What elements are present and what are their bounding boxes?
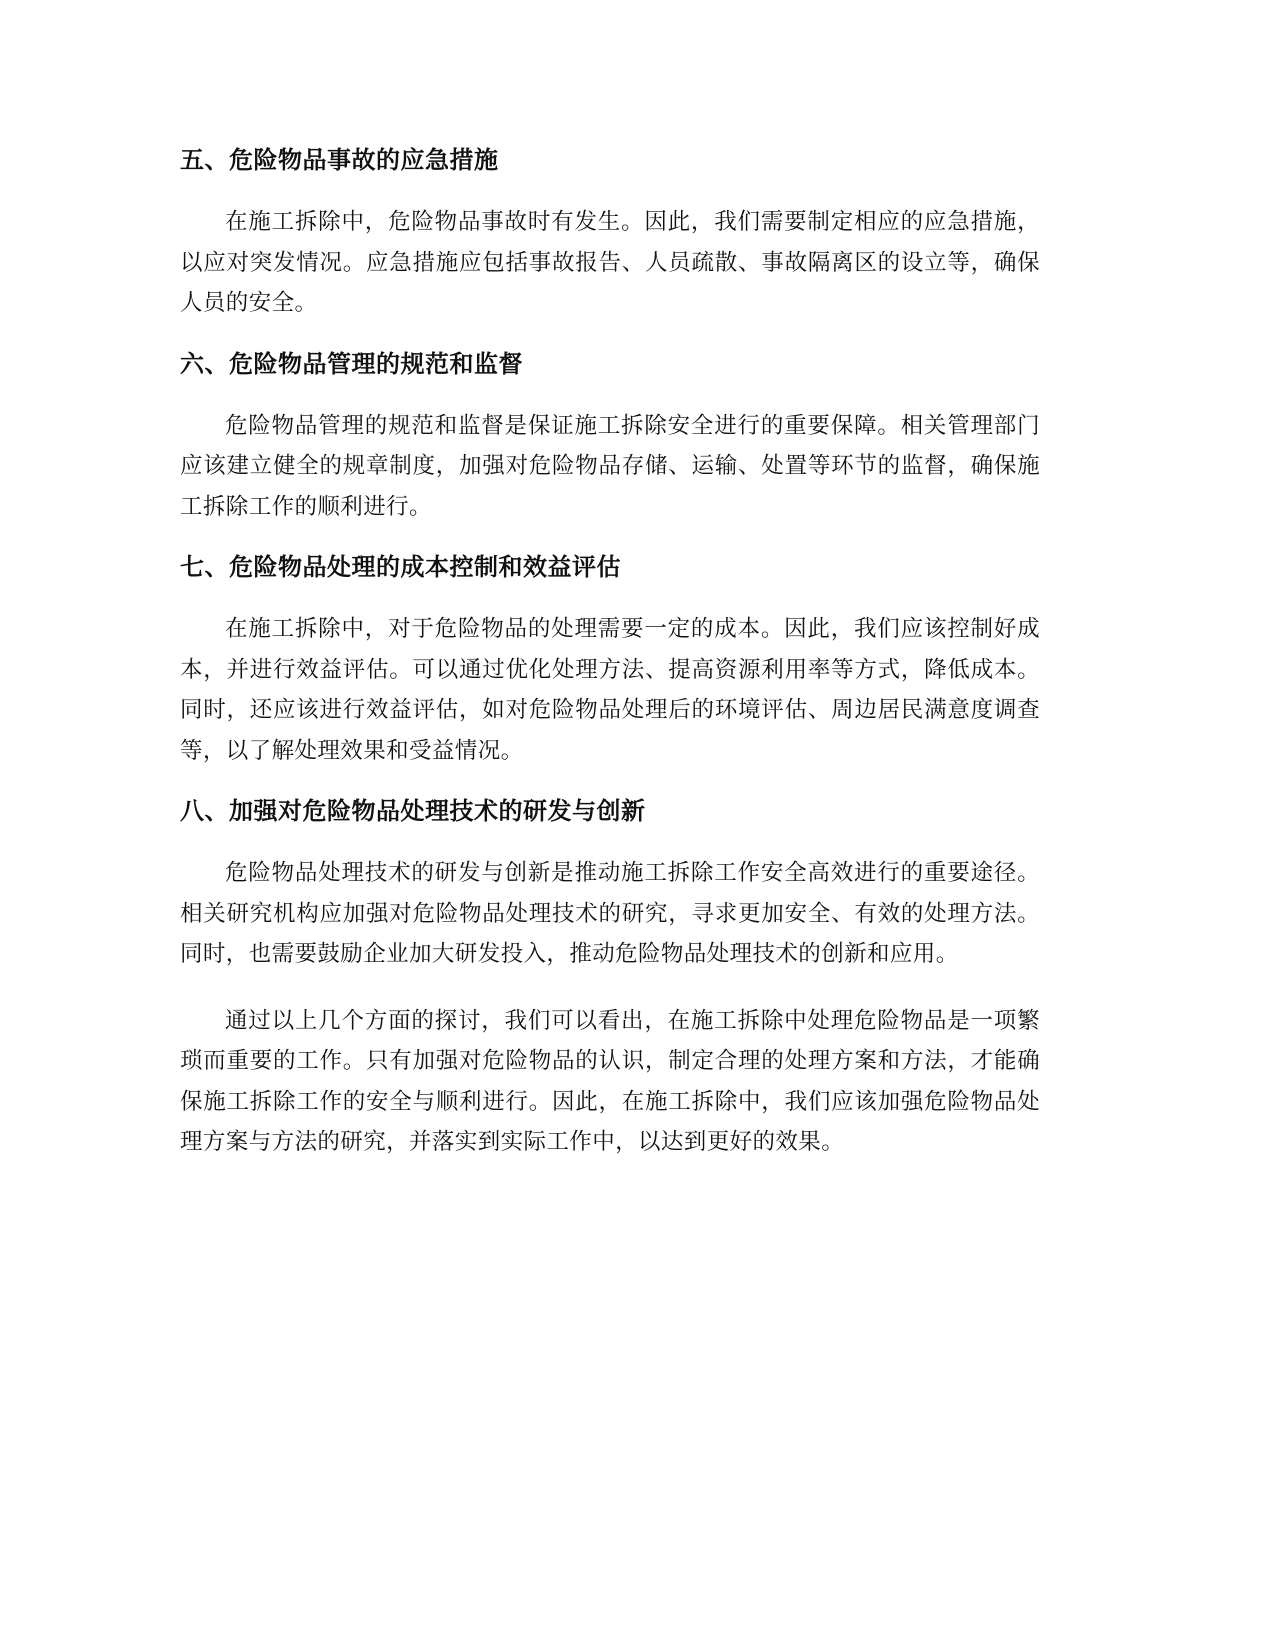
section-paragraph-research-innovation: 危险物品处理技术的研发与创新是推动施工拆除工作安全高效进行的重要途径。相关研究机构应加强对危险物品处理技术的研究，寻求更加安全、有效的处理方法。同时，也需要鼓励企业加大研发投入，推动危险物品处理技术的创新和应用。 (180, 860, 1040, 967)
document-page (180, 138, 1040, 1163)
conclusion-paragraph: 通过以上几个方面的探讨，我们可以看出，在施工拆除中处理危险物品是一项繁琐而重要的工作。只有加强对危险物品的认识，制定合理的处理方案和方法，才能确保施工拆除工作的安全与顺利进行。因此，在施工拆除中，我们应该加强危险物品处理方案与方法的研究，并落实到实际工作中，以达到更好的效果。 (180, 1007, 1040, 1155)
section-paragraph-regulation-supervision: 危险物品管理的规范和监督是保证施工拆除安全进行的重要保障。相关管理部门应该建立健全的规章制度，加强对危险物品存储、运输、处置等环节的监督，确保施工拆除工作的顺利进行。 (180, 412, 1040, 520)
section-heading-regulation-supervision: 六、危险物品管理的规范和监督 (180, 349, 523, 378)
section-heading-emergency-measures: 五、危险物品事故的应急措施 (180, 146, 499, 174)
section-heading-cost-benefit: 七、危险物品处理的成本控制和效益评估 (180, 553, 621, 581)
section-heading-research-innovation: 八、加强对危险物品处理技术的研发与创新 (180, 797, 646, 825)
section-paragraph-cost-benefit: 在施工拆除中，对于危险物品的处理需要一定的成本。因此，我们应该控制好成本，并进行效益评估。可以通过优化处理方法、提高资源利用率等方式，降低成本。同时，还应该进行效益评估，如对危险物品处理后的环境评估、周边居民满意度调查等，以了解处理效果和受益情况。 (180, 616, 1040, 764)
section-paragraph-emergency-measures: 在施工拆除中，危险物品事故时有发生。因此，我们需要制定相应的应急措施，以应对突发情况。应急措施应包括事故报告、人员疏散、事故隔离区的设立等，确保人员的安全。 (180, 209, 1040, 316)
